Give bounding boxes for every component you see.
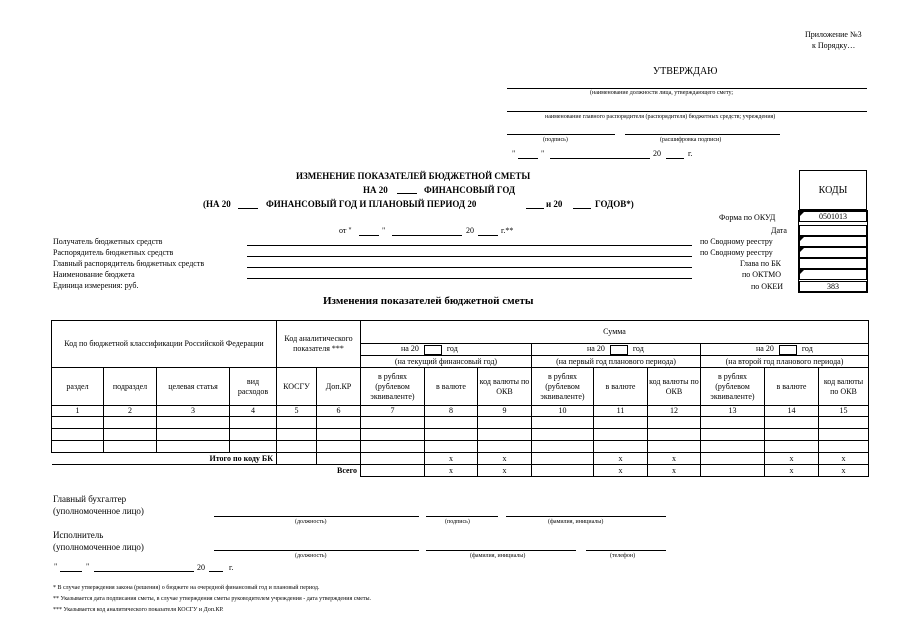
header-date-year: 20 (466, 226, 474, 235)
h-god-1: год (446, 344, 458, 354)
chief-signature-line[interactable] (426, 516, 498, 517)
table-title: Изменения показателей бюджетной сметы (323, 295, 534, 307)
header-date-g: г.** (501, 226, 514, 235)
okud-value: 0501013 (799, 211, 867, 222)
x-cell: x (819, 453, 869, 465)
x-cell: x (819, 465, 869, 477)
unit-label: Единица измерения: руб. (53, 281, 139, 290)
recipient-label: Получатель бюджетных средств (53, 237, 163, 246)
sig-date-g: г. (229, 563, 234, 572)
x-cell: x (648, 465, 701, 477)
x-cell: x (594, 453, 648, 465)
appendix-line2: к Порядку… (812, 41, 856, 50)
c-okv-3: код валюты по ОКВ (819, 368, 869, 406)
h-na-2: на (587, 344, 595, 354)
num-11: 11 (594, 406, 648, 417)
exec-phone-line[interactable] (586, 550, 666, 551)
approve-date-q1: " (512, 149, 516, 158)
num-15: 15 (819, 406, 869, 417)
c-rub-2: в рублях (рублевом эквиваленте) (532, 368, 594, 406)
h-year-second (701, 344, 869, 356)
c-rub-3: в рублях (рублевом эквиваленте) (701, 368, 765, 406)
table-row[interactable] (52, 429, 869, 441)
x-cell: x (478, 453, 532, 465)
footnote-1: * В случае утверждения закона (решения) о бюджете на очередной финансовый год и плановый период. (53, 585, 320, 591)
total-bk-label: Итого по коду БК (52, 453, 277, 465)
table-row[interactable] (52, 441, 869, 453)
okei-label: по ОКЕИ (751, 282, 784, 291)
x-cell: x (765, 453, 819, 465)
approve-position-caption: (наименование должности лица, утверждающего смету; (590, 90, 734, 96)
sig-date-year: 20 (197, 563, 205, 572)
header-line3a: (НА 20 (203, 199, 231, 209)
date-value-cell[interactable] (799, 225, 867, 236)
header-year3-line[interactable] (526, 208, 544, 209)
num-8: 8 (425, 406, 478, 417)
sig-date-q2: " (86, 562, 90, 571)
okud-marker (800, 212, 804, 216)
svod2-label: по Сводному реестру (700, 248, 773, 257)
chief-position-line[interactable] (214, 516, 419, 517)
chief-cap-signature: (подпись) (445, 519, 470, 525)
c-cur-1: в валюте (425, 368, 478, 406)
header-line2b: ФИНАНСОВЫЙ ГОД (424, 185, 516, 195)
x-cell: x (648, 453, 701, 465)
c-section: раздел (52, 368, 104, 406)
approve-date-year: 20 (653, 149, 661, 158)
h-20-3: 20 (765, 344, 774, 354)
table-row[interactable] (52, 417, 869, 429)
bk-label: Глава по БК (740, 259, 781, 268)
approve-date-q2: " (541, 149, 545, 158)
header-line3d: ГОДОВ*) (595, 199, 634, 209)
c-cur-3: в валюте (765, 368, 819, 406)
header-line2a: НА 20 (363, 185, 388, 195)
total-label: Всего (52, 465, 361, 477)
approve-position-line[interactable] (507, 88, 867, 89)
num-7: 7 (361, 406, 425, 417)
exec-name-line[interactable] (426, 550, 576, 551)
exec-cap-name: (фамилия, инициалы) (470, 553, 526, 559)
exec-position-line[interactable] (214, 550, 419, 551)
footnote-3: *** Указывается код аналитического показателя КОСГУ и Доп.КР. (53, 607, 224, 613)
c-dopkr: Доп.КР (317, 368, 361, 406)
num-10: 10 (532, 406, 594, 417)
chief-label-1: Главный бухгалтер (53, 494, 127, 504)
h-code: Код по бюджетной классификации Российской Федерации (52, 321, 277, 368)
budget-table (51, 320, 869, 477)
sig-year-line[interactable] (209, 571, 223, 572)
h-na-3: на (756, 344, 764, 354)
date-label: Дата (771, 226, 787, 235)
num-12: 12 (648, 406, 701, 417)
num-row (52, 406, 869, 417)
c-target: целевая статья (157, 368, 230, 406)
approve-decode-line[interactable] (625, 134, 780, 135)
num-1: 1 (52, 406, 104, 417)
exec-label-2: (уполномоченное лицо) (53, 542, 144, 552)
h-20-1: 20 (410, 344, 419, 354)
svod2-value-cell[interactable] (799, 247, 867, 258)
header-year5-line[interactable] (478, 235, 498, 236)
main-manager-line[interactable] (247, 267, 692, 268)
oktmo-value-cell[interactable] (799, 269, 867, 280)
recipient-line[interactable] (247, 245, 692, 246)
h-cur: (на текущий финансовый год) (361, 356, 532, 368)
approve-date-g: г. (688, 149, 693, 158)
x-cell: x (425, 465, 478, 477)
h-year-first (532, 344, 701, 356)
num-4: 4 (230, 406, 277, 417)
exec-cap-position: (должность) (295, 553, 327, 559)
approve-decode-caption: (расшифровка подписи) (660, 137, 722, 143)
x-cell: x (425, 453, 478, 465)
h-year-cur (361, 344, 532, 356)
c-okv-1: код валюты по ОКВ (478, 368, 532, 406)
sig-day-line[interactable] (60, 571, 82, 572)
okud-label: Форма по ОКУД (719, 213, 776, 222)
x-cell: x (478, 465, 532, 477)
sig-month-line[interactable] (94, 571, 194, 572)
okei-value: 383 (799, 281, 867, 292)
header-year4-line[interactable] (573, 208, 591, 209)
approve-manager-line[interactable] (507, 111, 867, 112)
appendix-line1: Приложение №3 (805, 30, 862, 39)
header-date-ot: от " (339, 226, 352, 235)
h-year-box-2[interactable] (610, 345, 628, 355)
approve-title: УТВЕРЖДАЮ (653, 66, 718, 77)
approve-month-line[interactable] (550, 158, 650, 159)
manager-label: Распорядитель бюджетных средств (53, 248, 174, 257)
chief-cap-name: (фамилия, инициалы) (548, 519, 604, 525)
c-subsection: подраздел (104, 368, 157, 406)
h-na-1: на (401, 344, 409, 354)
h-first: (на первый год планового периода) (532, 356, 701, 368)
h-analytic: Код аналитического показателя *** (277, 321, 361, 368)
c-rub-1: в рублях (рублевом эквиваленте) (361, 368, 425, 406)
budget-name-line[interactable] (247, 278, 692, 279)
manager-line[interactable] (247, 256, 692, 257)
oktmo-label: по ОКТМО (742, 270, 782, 279)
c-type: вид расходов (230, 368, 277, 406)
exec-cap-phone: (телефон) (610, 553, 636, 559)
svod2-marker (800, 248, 804, 252)
num-3: 3 (157, 406, 230, 417)
total-bk-row (52, 453, 869, 465)
approve-signature-line[interactable] (507, 134, 615, 135)
x-cell: x (765, 465, 819, 477)
c-cur-2: в валюте (594, 368, 648, 406)
num-5: 5 (277, 406, 317, 417)
c-okv-2: код валюты по ОКВ (648, 368, 701, 406)
bk-value-cell[interactable] (799, 258, 867, 269)
budget-name-label: Наименование бюджета (53, 270, 135, 279)
chief-cap-position: (должность) (295, 519, 327, 525)
num-14: 14 (765, 406, 819, 417)
svod1-marker (800, 237, 804, 241)
h-year-box-3[interactable] (779, 345, 797, 355)
num-9: 9 (478, 406, 532, 417)
footnote-2: ** Указывается дата подписания сметы, в случае утверждения сметы руководителем учреждения - дата утверждения сметы. (53, 596, 372, 602)
h-20-2: 20 (596, 344, 605, 354)
approve-day-line[interactable] (518, 158, 538, 159)
approve-manager-caption: наименование главного распорядителя (распорядителя) бюджетных средств; учреждения) (545, 114, 776, 120)
main-manager-label: Главный распорядитель бюджетных средств (53, 259, 205, 268)
header-line3c: и 20 (546, 199, 563, 209)
header-month-line[interactable] (392, 235, 462, 236)
codes-title: КОДЫ (799, 170, 867, 210)
oktmo-marker (800, 270, 804, 274)
num-13: 13 (701, 406, 765, 417)
x-cell: x (594, 465, 648, 477)
exec-label-1: Исполнитель (53, 530, 104, 540)
header-line1: ИЗМЕНЕНИЕ ПОКАЗАТЕЛЕЙ БЮДЖЕТНОЙ СМЕТЫ (296, 171, 531, 181)
chief-name-line[interactable] (506, 516, 666, 517)
header-year-line[interactable] (397, 193, 417, 194)
chief-label-2: (уполномоченное лицо) (53, 506, 144, 516)
num-6: 6 (317, 406, 361, 417)
h-god-2: год (632, 344, 644, 354)
header-line3b: ФИНАНСОВЫЙ ГОД И ПЛАНОВЫЙ ПЕРИОД 20 (266, 199, 477, 209)
total-row (52, 465, 869, 477)
svod1-label: по Сводному реестру (700, 237, 773, 246)
approve-signature-caption: (подпись) (543, 137, 568, 143)
h-sum: Сумма (361, 321, 869, 344)
header-year2-line[interactable] (238, 208, 258, 209)
svod1-value-cell[interactable] (799, 236, 867, 247)
h-god-3: год (801, 344, 813, 354)
num-2: 2 (104, 406, 157, 417)
sig-date-q1: " (54, 562, 58, 571)
header-date-q: " (382, 226, 386, 235)
c-kosgu: КОСГУ (277, 368, 317, 406)
h-second: (на второй год планового периода) (701, 356, 869, 368)
header-day-line[interactable] (359, 235, 379, 236)
approve-year-line[interactable] (666, 158, 684, 159)
h-year-box-1[interactable] (424, 345, 442, 355)
